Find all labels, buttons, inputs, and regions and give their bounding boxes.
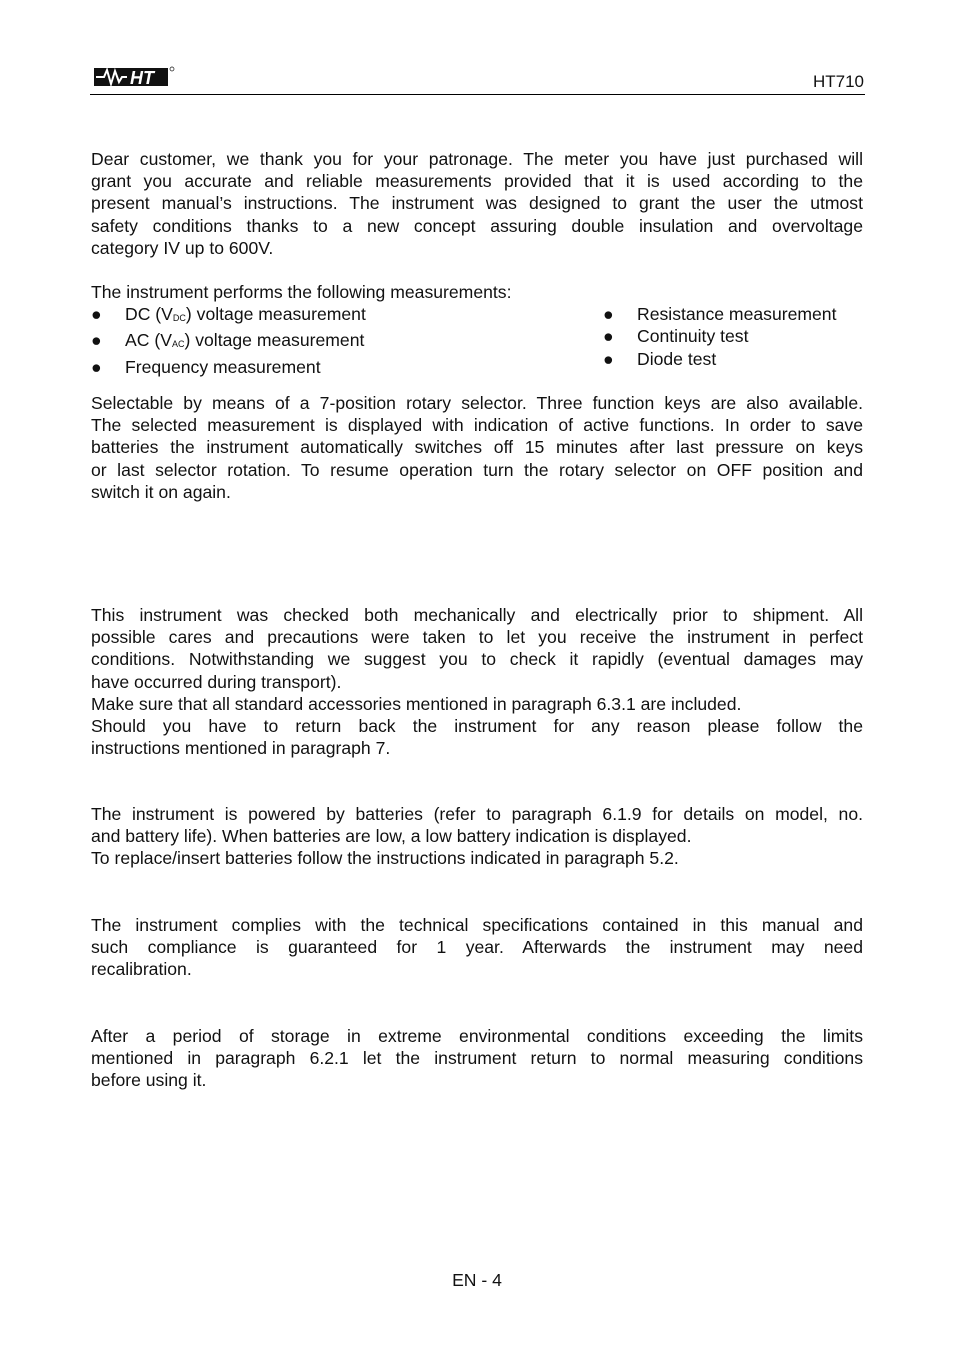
storage-paragraph: After a period of storage in extreme environmental conditions exceeding the limits mentioned in paragraph 6.2.1 let the instrument return to normal measuring conditions before using it.: [91, 1026, 863, 1091]
calibration-paragraph: The instrument complies with the technical specifications contained in this manual and such compliance is guaranteed for 1 year. Afterwards the instrument may need recalibration.: [91, 915, 863, 980]
checks-paragraph: This instrument was checked both mechanically and electrically prior to shipment. All possible cares and precautions were taken to let you receive the instrument in perfect conditions. Notwithstanding we suggest you to check it rapidly (eventual damages may have occurred during transport). Make sure that all standard accessories mentioned in paragraph 6.3.1 are included. Should you have to return back the instrument for any reason please follow the instructions mentioned in paragraph 7.: [91, 605, 863, 759]
page-number: EN - 4: [452, 1270, 502, 1290]
list-item: ● Continuity test: [603, 326, 749, 347]
selector-paragraph: Selectable by means of a 7-position rotary selector. Three function keys are also available. The selected measurement is displayed with indication of active functions. In order to save batteries the instrument automatically switches off 15 minutes after last pressure on keys or last selector rotation. To resume operation turn the rotary selector on OFF position and switch it on again.: [91, 393, 863, 502]
page-header: [90, 60, 865, 95]
list-item: ● Frequency measurement: [91, 356, 321, 377]
svg-text:HT: HT: [130, 68, 154, 88]
list-item: ● Diode test: [603, 348, 717, 369]
measurements-heading: The instrument performs the following measurements:: [91, 282, 512, 302]
list-item: ● DC $(V_{DC})$ voltage measurement: [91, 304, 366, 324]
intro-paragraph: Dear customer, we thank you for your patronage. The meter you have just purchased will grant you accurate and reliable measurements provided that it is used according to the present manual’s instructions. The instrument was designed to grant the user the utmost safety conditions thanks to a new concept assuring double insulation and overvoltage category IV up to 600V.: [91, 149, 863, 258]
list-item: ● AC $(V_{AC})$ voltage measurement: [91, 330, 365, 351]
ht-logo-icon: [94, 63, 176, 89]
list-item: ● Resistance measurement: [603, 304, 837, 324]
model-name: HT710: [812, 72, 864, 91]
power-paragraph: The instrument is powered by batteries (refer to paragraph 6.1.9 for details on model, no. and battery life). When batteries are low, a low battery indication is displayed. To replace/insert batteries follow the instructions indicated in paragraph 5.2.: [91, 804, 863, 869]
